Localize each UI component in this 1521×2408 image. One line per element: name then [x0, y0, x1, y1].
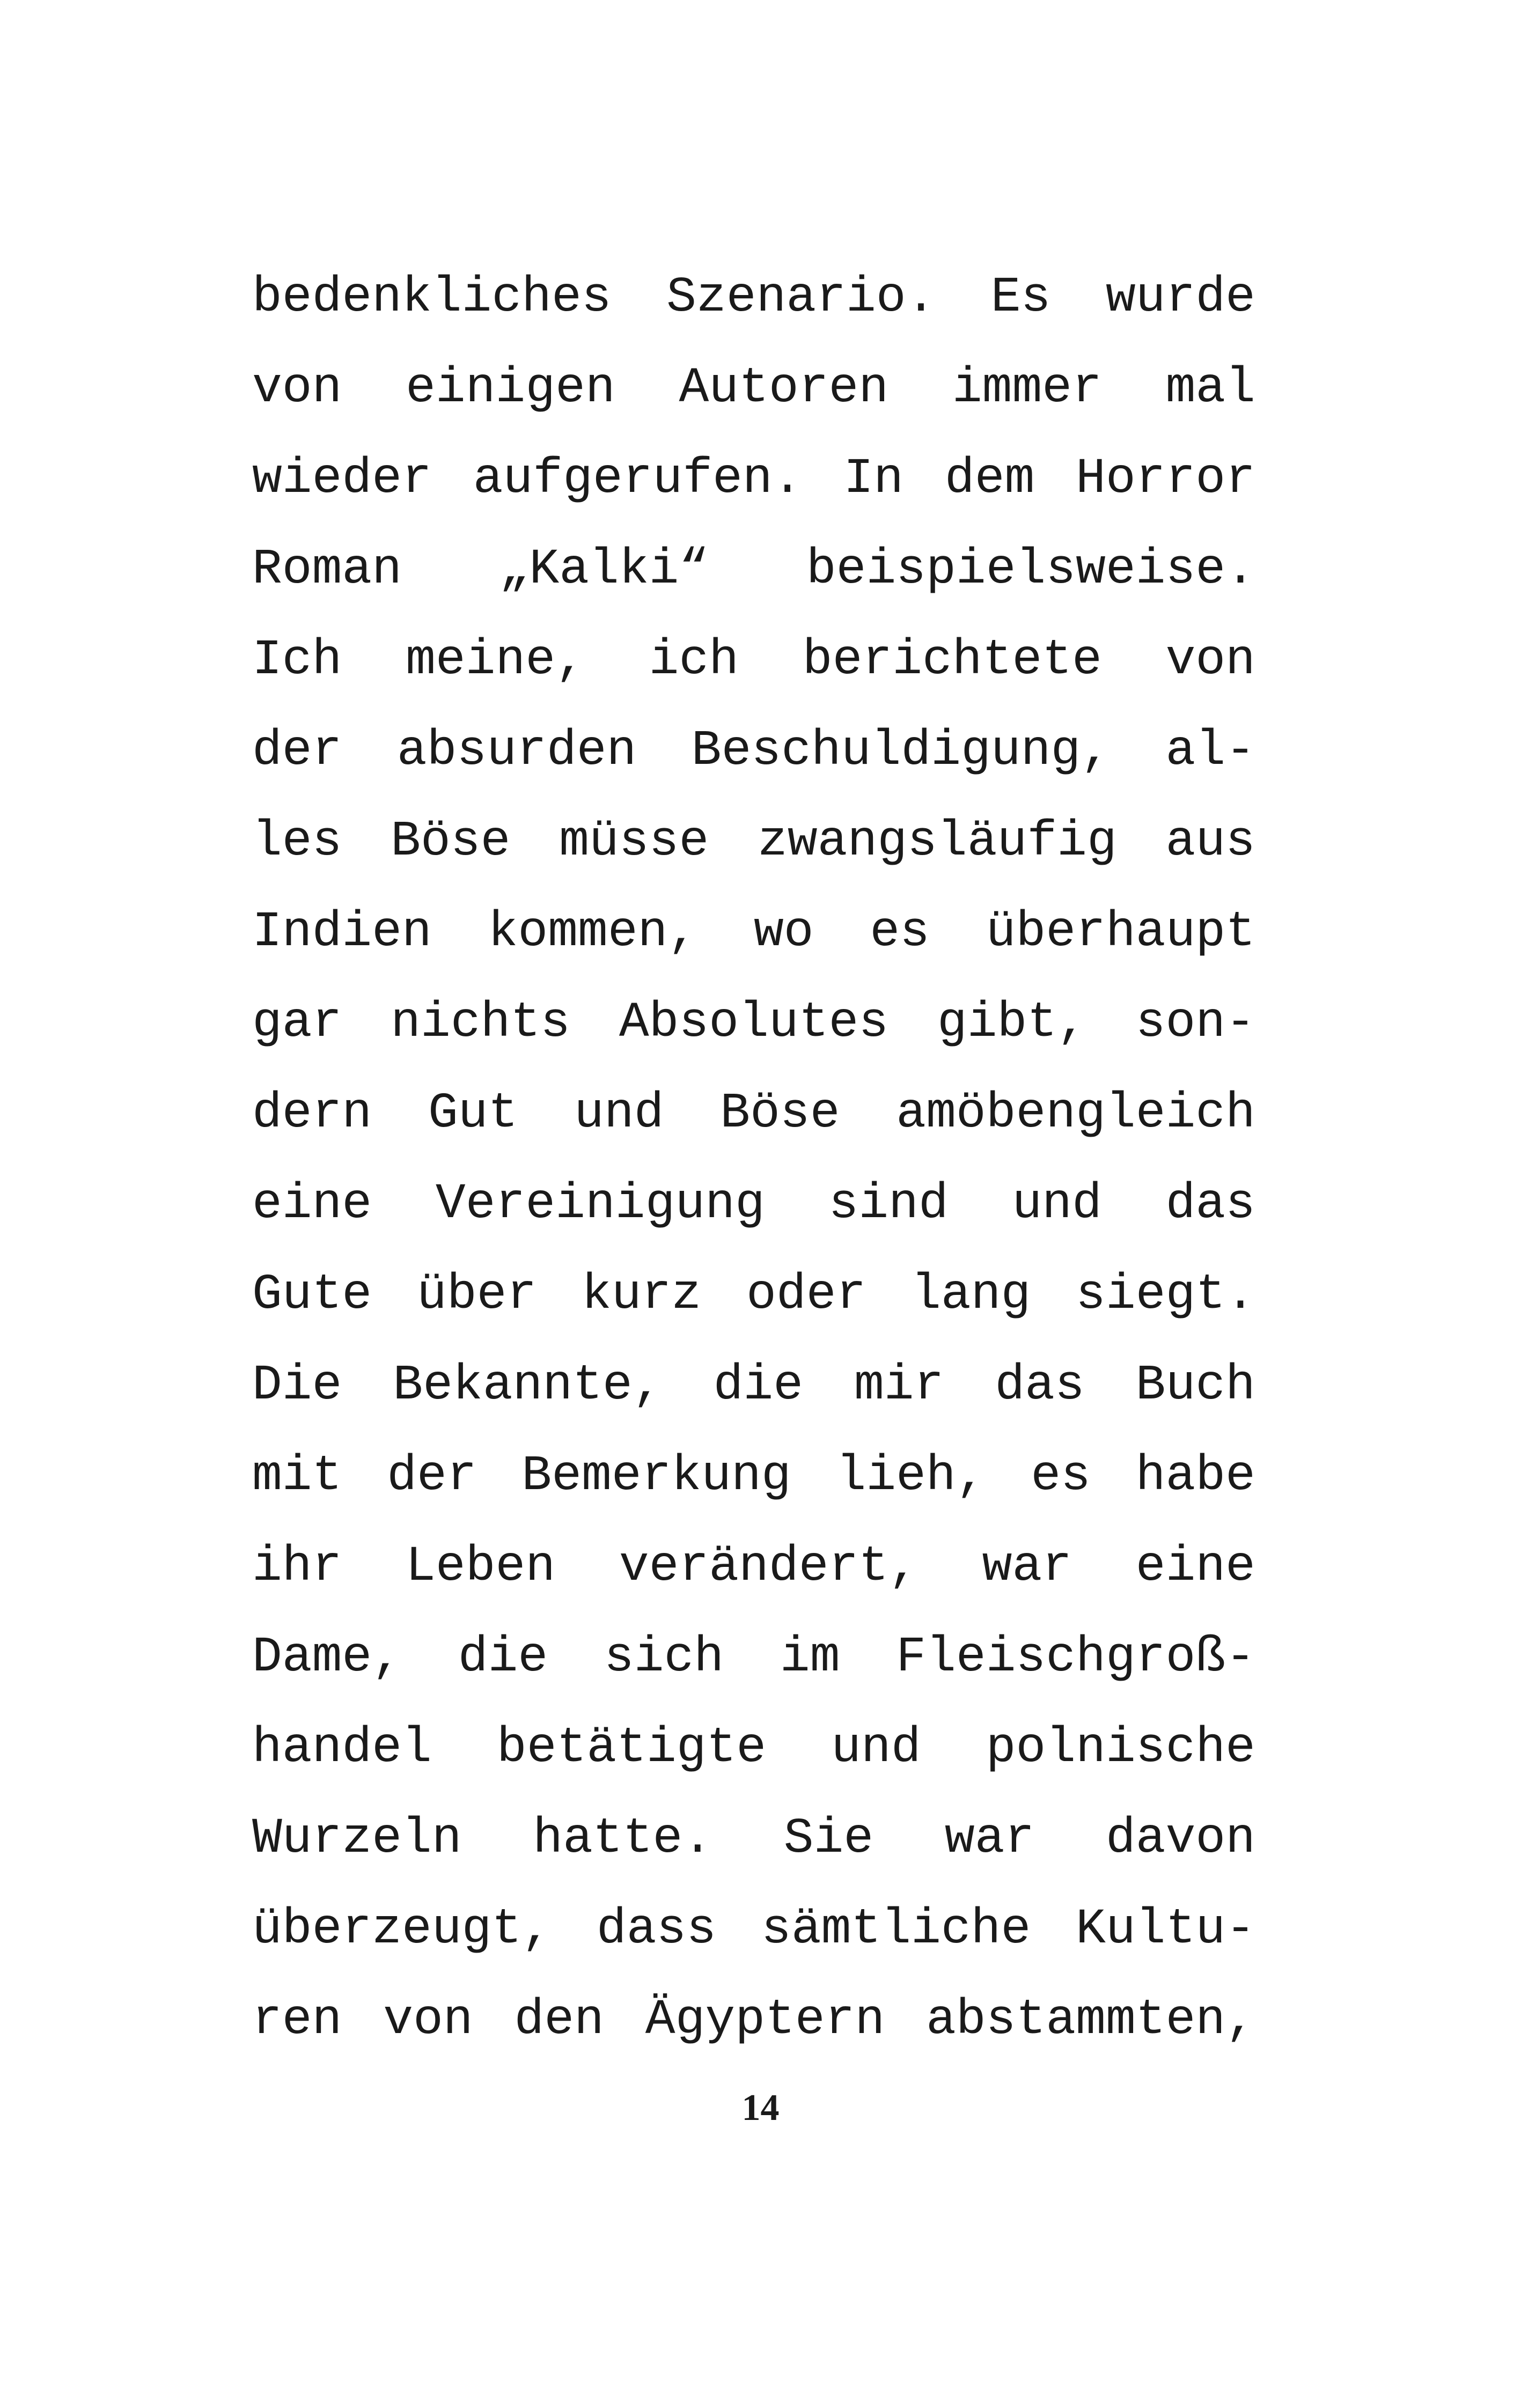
text-line: Indien kommen, wo es überhaupt — [252, 904, 1255, 960]
text-line: gar nichts Absolutes gibt, son- — [252, 995, 1255, 1051]
text-line: wieder aufgerufen. In dem Horror — [252, 451, 1255, 507]
text-line: Wurzeln hatte. Sie war davon — [252, 1810, 1255, 1867]
text-line: ren von den Ägyptern abstammten, — [252, 1992, 1255, 2048]
text-line: dern Gut und Böse amöbengleich — [252, 1085, 1255, 1142]
text-line: Dame, die sich im Fleischgroß- — [252, 1629, 1255, 1685]
text-line: bedenkliches Szenario. Es wurde — [252, 269, 1255, 326]
text-line: mit der Bemerkung lieh, es habe — [252, 1448, 1255, 1504]
text-line: ihr Leben verändert, war eine — [252, 1538, 1255, 1595]
text-line: Die Bekannte, die mir das Buch — [252, 1357, 1255, 1413]
text-line: der absurden Beschuldigung, al- — [252, 723, 1255, 779]
text-line: eine Vereinigung sind und das — [252, 1176, 1255, 1232]
text-line: überzeugt, dass sämtliche Kultu- — [252, 1901, 1255, 1957]
text-line: Roman „Kalki“ beispielsweise. — [252, 541, 1255, 598]
text-line: les Böse müsse zwangsläufig aus — [252, 813, 1255, 870]
text-line: von einigen Autoren immer mal — [252, 360, 1255, 416]
page-number: 14 — [741, 2087, 780, 2129]
text-line: Gute über kurz oder lang siegt. — [252, 1266, 1255, 1323]
text-line: Ich meine, ich berichtete von — [252, 632, 1255, 688]
text-line: handel betätigte und polnische — [252, 1720, 1255, 1776]
body-text — [252, 252, 1255, 2065]
